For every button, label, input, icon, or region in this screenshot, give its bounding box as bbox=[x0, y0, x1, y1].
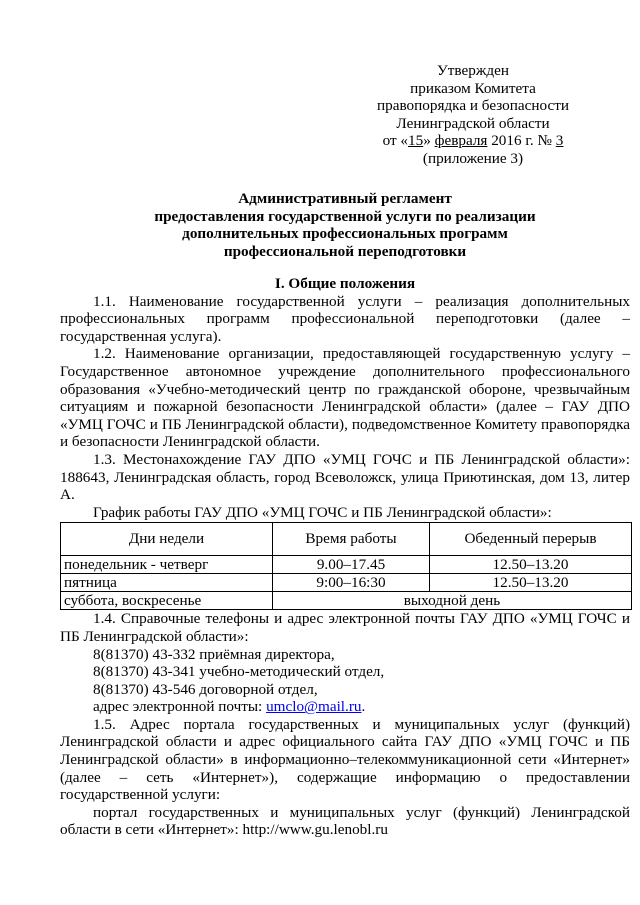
email-label: адрес электронной почты: bbox=[93, 698, 267, 716]
approval-line: Утвержден bbox=[437, 62, 509, 79]
date-mid: » bbox=[423, 132, 435, 150]
table-header-cell: Дни недели bbox=[61, 523, 273, 556]
paragraph-1-3: 1.3. Местонахождение ГАУ ДПО «УМЦ ГОЧС и ПБ Ленинградской области»: 188643, Ленинградская область, город Всеволожск, улица Приютинская, дом 13, литер А. bbox=[60, 450, 630, 504]
paragraph-1-1: 1.1. Наименование государственной услуги – реализация дополнительных профессиональных программ профессиональной переподготовки (далее – государственная услуга). bbox=[60, 292, 630, 345]
phone-line: 8(81370) 43-546 договорной отдел, bbox=[93, 680, 318, 698]
table-cell: выходной день bbox=[273, 592, 632, 610]
date-month: февраля bbox=[434, 132, 488, 150]
paragraph-1-2: 1.2. Наименование организации, предоставляющей государственную услугу – Государственное автономное учреждение дополнительного профессионального образования «Учебно-методический центр по гражданской обороне, чрезвычайным ситуациям и пожарной безопасности Ленинградской области» (далее – ГАУ ДПО «УМЦ ГОЧС и ПБ Ленинградской области), подведомственное Комитету правопорядка и безопасности Ленинградской области. bbox=[60, 345, 630, 451]
date-prefix: от « bbox=[382, 132, 409, 150]
approval-line: (приложение 3) bbox=[422, 149, 524, 167]
email-line bbox=[60, 698, 630, 716]
schedule-table bbox=[60, 522, 632, 610]
email-end: . bbox=[361, 698, 366, 716]
table-row bbox=[61, 592, 632, 610]
title-line: предоставления государственной услуги по реализации bbox=[154, 207, 536, 225]
approval-line: Ленинградской области bbox=[396, 114, 550, 132]
phone-line: 8(81370) 43-341 учебно-методический отдел, bbox=[93, 663, 385, 681]
table-cell: 12.50–13.20 bbox=[430, 574, 632, 592]
approval-date bbox=[358, 132, 588, 150]
document-title bbox=[60, 190, 630, 260]
table-cell: понедельник - четверг bbox=[61, 556, 273, 574]
email-link[interactable]: umclo@mail.ru bbox=[266, 698, 362, 716]
phone-line: 8(81370) 43-332 приёмная директора, bbox=[93, 645, 335, 663]
approval-line: правопорядка и безопасности bbox=[377, 97, 569, 115]
table-header-row bbox=[61, 523, 632, 556]
paragraph-1-4: 1.4. Справочные телефоны и адрес электронной почты ГАУ ДПО «УМЦ ГОЧС и ПБ Ленинградской области»: bbox=[60, 610, 630, 645]
title-line: дополнительных профессиональных программ bbox=[182, 225, 508, 243]
table-cell: пятница bbox=[61, 574, 273, 592]
table-cell: 9:00–16:30 bbox=[273, 574, 430, 592]
section-heading: I. Общие положения bbox=[274, 275, 416, 292]
table-cell: 12.50–13.20 bbox=[430, 556, 632, 574]
table-cell: 9.00–17.45 bbox=[273, 556, 430, 574]
approval-line: приказом Комитета bbox=[410, 79, 536, 97]
approval-block bbox=[358, 62, 588, 168]
paragraph-1-5: 1.5. Адрес портала государственных и муниципальных услуг (функций) Ленинградской области и адрес официального сайта ГАУ ДПО «УМЦ ГОЧС и ПБ Ленинградской области» в информационно–телекоммуникационной сети «Интернет» (далее – сеть «Интернет»), содержащие информацию о предоставлении государственной услуги: bbox=[60, 715, 630, 804]
table-cell: суббота, воскресенье bbox=[61, 592, 273, 610]
title-line: Административный регламент bbox=[238, 190, 452, 207]
document-body bbox=[60, 275, 630, 839]
schedule-caption: График работы ГАУ ДПО «УМЦ ГОЧС и ПБ Ленинградской области»: bbox=[93, 503, 552, 521]
date-year: 2016 г. № bbox=[487, 132, 556, 150]
table-row bbox=[61, 574, 632, 592]
table-header-cell: Обеденный перерыв bbox=[430, 523, 632, 556]
title-line: профессиональной переподготовки bbox=[223, 242, 467, 260]
table-row bbox=[61, 556, 632, 574]
date-number: 3 bbox=[555, 132, 564, 150]
date-day: 15 bbox=[408, 132, 424, 150]
table-header-cell: Время работы bbox=[273, 523, 430, 556]
paragraph-portal: портал государственных и муниципальных услуг (функций) Ленинградской области в сети «Интернет»: http://www.gu.lenobl.ru bbox=[60, 803, 630, 839]
